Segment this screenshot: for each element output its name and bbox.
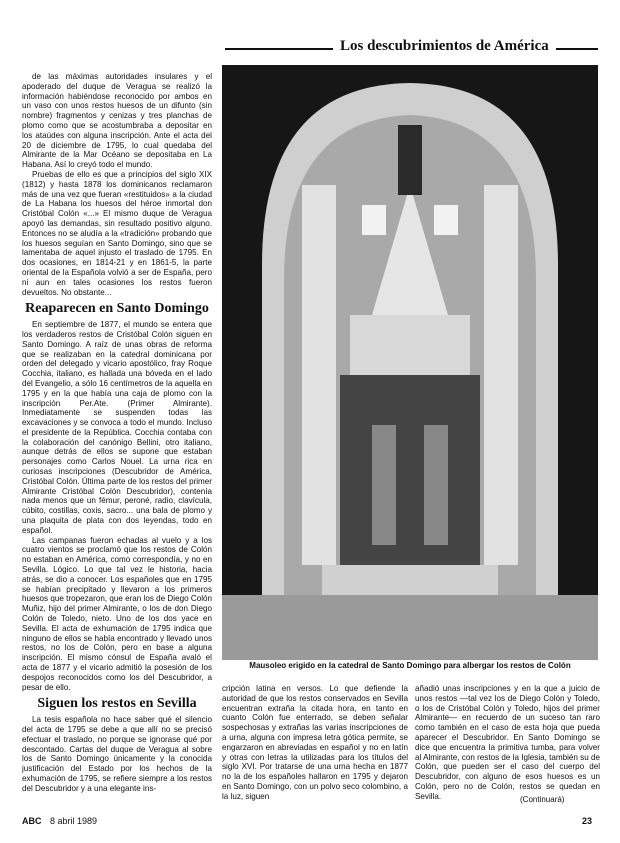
col2-paragraph-1: cripción latina en versos. Lo que defiende la autoridad de que los restos conservados en Sevilla encuentran extraña la citada hora, en tanto en cuanto Colón fue enterrado, se deben señalar sospechosas y extrañas las varias inscripciones de a urna, alguna con impresa letra gótica permite, se engarzaron en abreviadas en español y no en latín y otras con letras la utilizadas para los títulos del siglo XVI. Por tratarse de una urna hecha en 1877 no la de los españoles hallaron en 1795 y dejaron en Santo Domingo, con un polvo seco colombino, a la luz, siguen xyxy=(222,684,408,801)
photo-caption: Mausoleo erigido en la catedral de Santo Domingo para albergar los restos de Colón xyxy=(249,661,571,670)
column-2 xyxy=(222,684,408,812)
col1-paragraph-4: Las campanas fueron echadas al vuelo y a los cuatro vientos se proclamó que los restos de Colón no estaban en América, como correspondía, y no en Sevilla. Lógico. Lo que tal vez le historia, hacia atrás, se dio a conocer. Los españoles que en 1795 se habían precipitado y llevaron a los primeros huesos que tropezaron, que eran los de Diego Colón Muñiz, hijo del primer Almirante, o los de don Diego Colón de Toledo, nieto. Uno de los dos yace en Sevilla. El acta de exhumación de 1795 indica que ninguno de ellos se había encontrado y llevado unos restos, no los de Colón, pero en base a alguna inscripción. El mismo cónsul de España avaló el acta de 1877 y el vicario admitió la posesión de los despojos reconocidos como los del Descubridor, a pesar de ello. xyxy=(22,535,212,692)
footer-page-number: 23 xyxy=(582,816,593,826)
header-rule-left xyxy=(225,48,333,50)
footer-date: 8 abril 1989 xyxy=(50,816,98,826)
column-1 xyxy=(22,72,212,812)
col1-paragraph-2: Pruebas de ello es que a principios del siglo XIX (1812) y hasta 1878 los dominicanos reclamaron más de una vez que fueran «restituidos» a la ciudad de La Habana los huesos del héroe inmortal don Cristóbal Colón «...» El mismo duque de Veragua apoyó las demandas, sin resultado positivo alguno. Entonces no se aludía a la «tradición» probando que los huesos seguían en Santo Domingo, sino que se lamentaba de aquel injusto el traslado de 1795. En dos ocasiones, en 1814-21 y en 1861-5, la parte oriental de la Española volvió a ser de España, pero ni aun en tales ocasiones los restos fueron devueltos. No obstante... xyxy=(22,169,212,297)
col1-paragraph-5: La tesis española no hace saber qué el silencio del acta de 1795 se debe a que allí no se precisó efectuar el traslado, no porque se ignorase qué por descontado. Cartas del duque de Veragua al sobre los de Santo Domingo únicamente y la conocida justificación del Estado por los hechos de la exhumación de 1795, se refiere siempre a los restos del Descubridor y a una elegante ins- xyxy=(22,715,212,793)
subhead-reaparecen: Reaparecen en Santo Domingo xyxy=(25,301,209,317)
continued-note: (Continuará) xyxy=(520,795,565,804)
col1-paragraph-3: En septiembre de 1877, el mundo se entera que los verdaderos restos de Cristóbal Colón siguen en Santo Domingo. A raíz de unas obras de reforma que se realizaban en la catedral dominicana por orden del delegado y vicario apostólico, fray Roque Cocchia, italiano, es hallada una bóveda en el lado del Evangelio, a sólo 16 centímetros de la aquella en 1795 y en la que había una caja de plomo con la inscripción Per.Ate. (Primer Almirante). Inmediatamente se suspenden todas las excavaciones y se convoca a todo el mundo. Incluso el presidente de la República. Cocchia contaba con la colaboración del canónigo Bellini, otro italiano, aunque detrás de ellos se supone que estaban personajes como Carlos Nouel. La urna rica en curiosas inscripciones (Descubridor de América, Cristóbal Colón. Última parte de los restos del primer Almirante Cristóbal Colón Descubridor), contenía nada menos que un fémur, peroné, radio, clavícula, cúbito, costillas, coxis, sacro... una bala de plomo y una plaquita de plata con dos leyendas, todo en español. xyxy=(22,320,212,535)
header-rule-right xyxy=(556,48,598,50)
mausoleum-photo xyxy=(222,65,598,660)
subhead-siguen: Siguen los restos en Sevilla xyxy=(37,696,197,712)
col3-paragraph-1: añadió unas inscripciones y en la que a juicio de unos restos —tal vez los de Diego Colón y Toledo, o los de Cristóbal Colón y Toledo, hijos del primer Almirante— en recuerdo de un suceso tan raro como también en el caso de esta hoja que pueda aparecer el Descubridor. En Santo Domingo se dice que encuentra la primitiva tumba, para volver al Almirante, con restos de la Iglesia, también su de Colón, que pueden ser el caso del cuerpo del Descubridor, con alguno de esos huesos es un Colón, pero no de Colón, restos se quedan en Sevilla. xyxy=(415,684,600,801)
mausoleum-illustration xyxy=(222,65,598,660)
col1-paragraph-1: de las máximas autoridades insulares y el apoderado del duque de Veragua se realizó la información habiéndose reconocido por ambos en un vaso con unos restos huesos de un difunto (sin nombre) fragmentos y cenizas y tres planchas de plomo como que se acostumbraba a depositar en los ataúdes con alguna inscripción. Ante el acta del 20 de diciembre de 1795, lo cual quedaba del Almirante de la Mar Océano se depositaba en La Habana. Así lo creyó todo el mundo. xyxy=(22,72,212,170)
footer-publication: ABC xyxy=(22,816,42,826)
section-title: Los descubrimientos de América xyxy=(340,38,549,54)
